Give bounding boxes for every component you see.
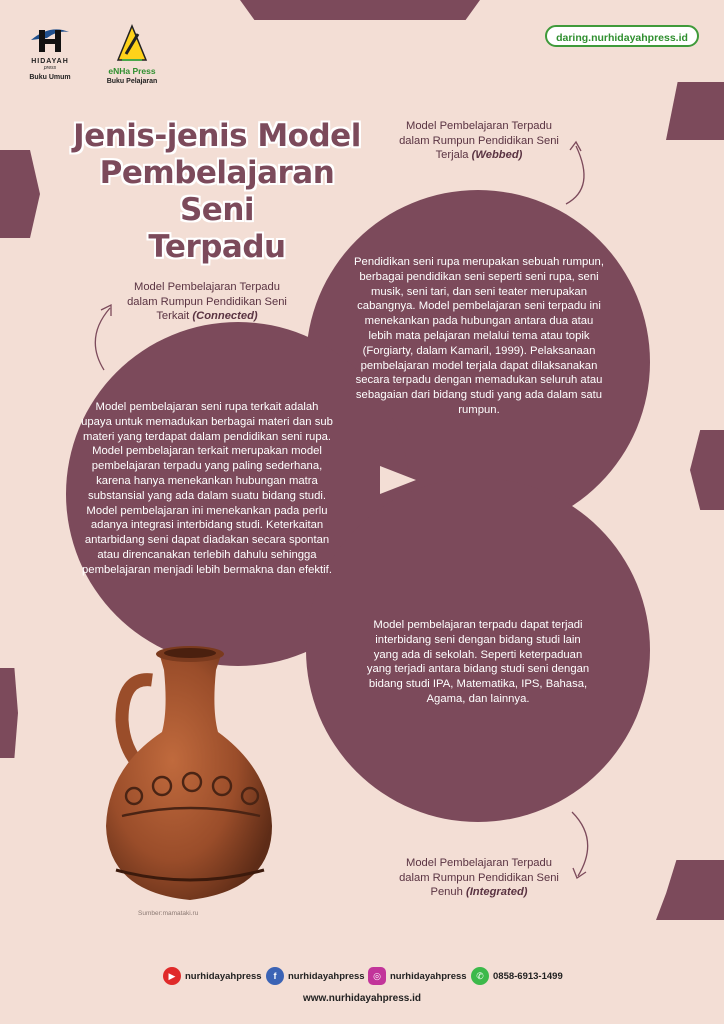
image-source-caption: Sumber:mamataki.ru [138, 910, 199, 917]
connected-text: Model pembelajaran seni rupa terkait adalah upaya untuk memadukan berbagai materi dan sub materi yang terdapat dalam pendidikan seni rupa. Model pembelajaran terkait merupakan model pembelajaran terpadu yang paling sederhana, karena hanya menekankan hubungan matra substansial yang ada dalam suatu bidang studi. Model pembelajaran ini menekankan pada perlu adanya integrasi interbidang studi. Keterkaitan antarbidang seni dapat diadakan secara spontan atau direncanakan terlebih dahulu sehingga pembelajaran menjadi lebih bermakna dan efektif. [81, 401, 333, 576]
connected-arrow-icon [88, 298, 128, 372]
connected-label [118, 280, 296, 324]
youtube-icon: ▶ [163, 967, 181, 985]
facebook-link[interactable] [266, 966, 365, 986]
website-url-pill[interactable]: daring.nurhidayahpress.id [545, 25, 699, 47]
right-deco-shape-2 [690, 430, 724, 510]
enha-logo-name: eNHa Press [108, 66, 156, 76]
whatsapp-link[interactable] [471, 966, 563, 986]
youtube-link[interactable] [163, 966, 262, 986]
clay-jug-image [100, 640, 280, 908]
integrated-arrow-icon [560, 810, 600, 884]
instagram-link[interactable] [368, 966, 467, 986]
top-banner-shape [240, 0, 480, 20]
whatsapp-number: 0858-6913-1499 [493, 970, 563, 982]
webbed-text: Pendidikan seni rupa merupakan sebuah rumpun, berbagai pendidikan seni seperti seni rupa, seni musik, seni tari, dan seni teater merupakan cabangnya. Model pembelajaran seni terpadu ini menekankan pada hubungan antara dua atau lebih mata pelajaran melalui tema atau topik (Forgiarty, dalam Kamaril, 1999). Pelaksanaan pembelajaran model terjala dapat dilaksanakan secara terpadu dengan memadukan seluruh atau sebagaian dari bidang studi yang ada dalam satu rumpun. [354, 256, 604, 416]
page-title [72, 118, 362, 266]
instagram-icon: ◎ [368, 967, 386, 985]
hidayah-logo-name: HIDAYAH [31, 58, 69, 65]
hidayah-logo-caption: Buku Umum [29, 74, 71, 81]
left-deco-shape [0, 150, 40, 238]
integrated-label [390, 856, 568, 900]
enha-logo-icon [110, 20, 154, 64]
enha-logo-caption: Buku Pelajaran [106, 78, 158, 85]
right-deco-shape-3 [656, 860, 724, 920]
integrated-text: Model pembelajaran terpadu dapat terjadi interbidang seni dengan bidang studi lain yang ada di sekolah. Seperti keterpaduan yang terjadi antara bidang studi seni dengan bidang studi IPA, Matematika, IPS, Bahasa, Agama, dan lainnya. [366, 619, 590, 705]
connected-label-text: Model Pembelajaran Terpadu dalam Rumpun Pendidikan Seni Terkait [127, 281, 287, 322]
facebook-handle: nurhidayahpress [288, 970, 365, 982]
hidayah-logo-icon [27, 22, 73, 56]
integrated-label-tag: (Integrated) [465, 886, 528, 898]
right-deco-shape [666, 82, 724, 140]
title-line-1: Jenis-jenis Model [73, 118, 361, 154]
webbed-arrow-icon [556, 138, 600, 208]
title-line-2: Pembelajaran Seni [99, 155, 335, 228]
youtube-handle: nurhidayahpress [185, 970, 262, 982]
facebook-icon: f [266, 967, 284, 985]
enha-logo [100, 20, 164, 85]
left-deco-shape-2 [0, 668, 18, 758]
instagram-handle: nurhidayahpress [390, 970, 467, 982]
webbed-label [390, 119, 568, 163]
hidayah-logo-sub: press [43, 65, 57, 71]
hidayah-logo [26, 22, 74, 81]
footer-website[interactable]: www.nurhidayahpress.id [303, 993, 421, 1004]
center-notch [380, 466, 416, 494]
connected-label-tag: (Connected) [192, 310, 258, 322]
webbed-label-text: Model Pembelajaran Terpadu dalam Rumpun Pendidikan Seni Terjala [399, 120, 559, 161]
title-line-3: Terpadu [148, 229, 286, 265]
integrated-label-text: Model Pembelajaran Terpadu dalam Rumpun Pendidikan Seni Penuh [399, 857, 559, 898]
whatsapp-icon: ✆ [471, 967, 489, 985]
webbed-label-tag: (Webbed) [471, 149, 523, 161]
